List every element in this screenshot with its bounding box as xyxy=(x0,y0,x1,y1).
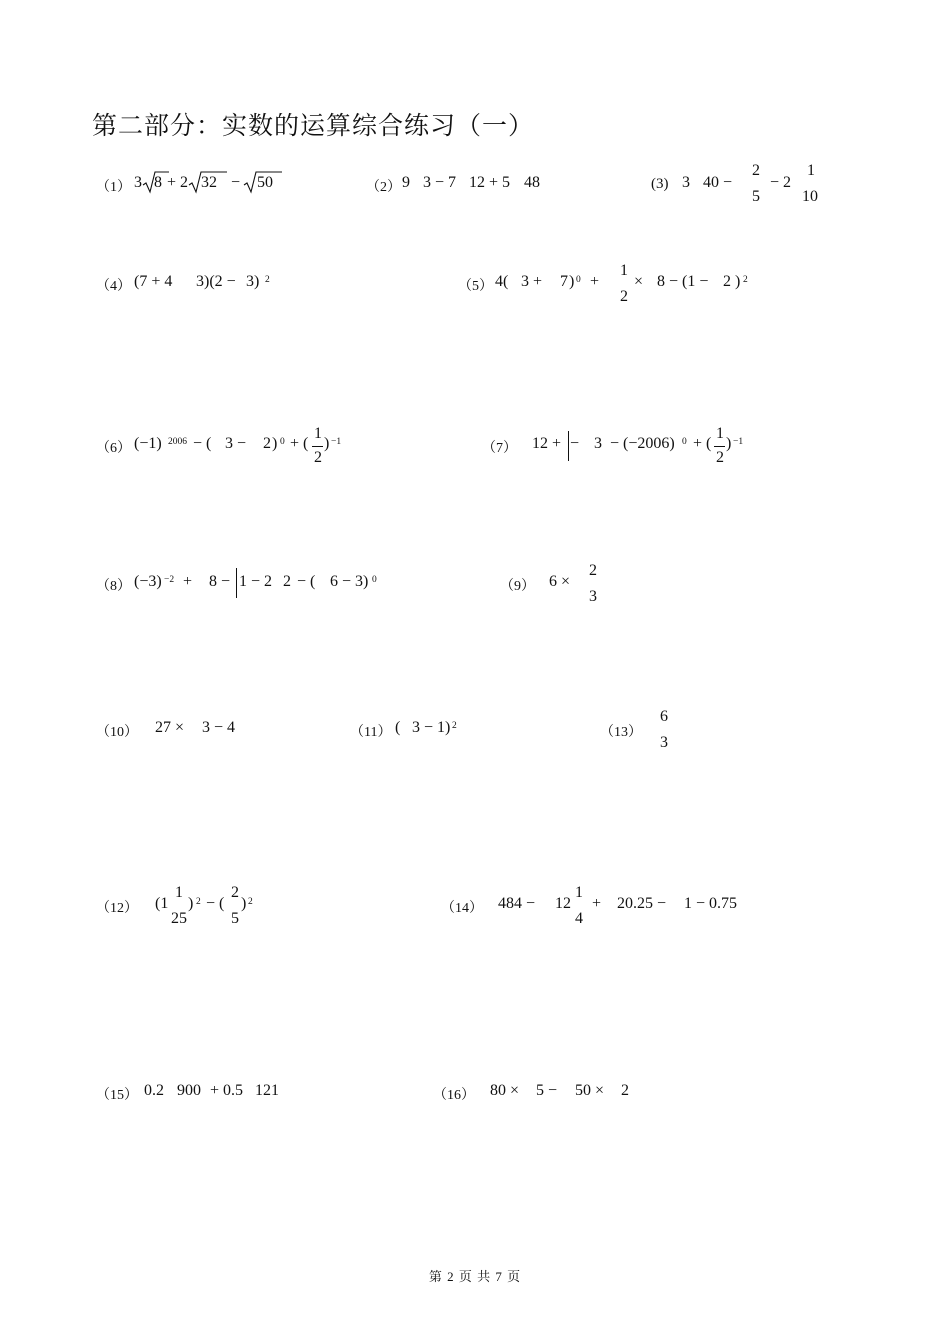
expression-term: 3 xyxy=(682,174,690,191)
operator: − xyxy=(231,174,241,191)
expression-term: 484 − xyxy=(498,895,536,912)
problem-16 xyxy=(433,1081,643,1109)
expression-term: 900 xyxy=(177,1082,201,1099)
exponent: 0 xyxy=(280,437,285,447)
problem-12 xyxy=(96,884,286,930)
expression-term: 12 + xyxy=(532,435,562,452)
problem-14 xyxy=(441,884,761,930)
problem-label: （5） xyxy=(458,279,493,294)
problem-11 xyxy=(350,718,480,746)
problem-label: （4） xyxy=(96,279,131,294)
problem-label: （16） xyxy=(433,1088,475,1103)
expression-term: 2 xyxy=(723,273,731,290)
expression-term: 20.25 − xyxy=(617,895,667,912)
problem-2 xyxy=(366,170,556,200)
fraction-denominator: 2 xyxy=(314,449,322,466)
fraction-numerator: 6 xyxy=(660,708,668,725)
exponent: 0 xyxy=(372,575,377,585)
expression-term: 1 − 0.75 xyxy=(684,895,738,912)
fraction-numerator: 1 xyxy=(716,425,724,442)
problem-label: （13） xyxy=(600,725,642,740)
expression-term: ) xyxy=(241,895,247,912)
expression-term: 8 − (1 − xyxy=(657,273,709,290)
expression-term: (−3) xyxy=(134,573,162,590)
absolute-value-bar xyxy=(236,568,237,598)
fraction-numerator: 1 xyxy=(175,884,183,901)
expression-term: 48 xyxy=(524,174,540,191)
problem-label: （14） xyxy=(441,901,483,916)
fraction-numerator: 2 xyxy=(752,162,760,179)
radicand: 50 xyxy=(257,174,273,191)
problem-label: （1） xyxy=(96,180,131,195)
expression-term: 12 + 5 xyxy=(469,174,511,191)
expression-term: 40 − xyxy=(703,174,733,191)
problem-label: （2） xyxy=(366,180,401,195)
expression-term: 3 − xyxy=(225,435,247,452)
expression-term: + ( xyxy=(693,435,712,452)
fraction-denominator: 25 xyxy=(171,910,187,927)
operator: + xyxy=(183,573,193,590)
exponent: 2006 xyxy=(168,437,187,447)
problem-1 xyxy=(96,170,286,200)
page-title: 第二部分：实数的运算综合练习（一） xyxy=(92,111,535,140)
problem-label: （10） xyxy=(96,725,138,740)
expression-term: 3 − 7 xyxy=(423,174,457,191)
expression-term: + ( xyxy=(290,435,309,452)
problem-label: （15） xyxy=(96,1088,138,1103)
exponent: 0 xyxy=(682,437,687,447)
fraction-bar xyxy=(714,446,725,447)
expression-term: 121 xyxy=(255,1082,279,1099)
fraction-denominator: 4 xyxy=(575,910,583,927)
expression-term: 2 xyxy=(283,573,291,590)
expression-term: (1 xyxy=(155,895,169,912)
expression-term: 3 xyxy=(594,435,602,452)
problem-label: （9） xyxy=(500,579,535,594)
problem-label: (3) xyxy=(651,176,669,192)
expression-term: 80 × xyxy=(490,1082,520,1099)
expression-term: 4( xyxy=(495,273,509,290)
problem-7 xyxy=(482,425,762,471)
expression-term: 12 xyxy=(555,895,571,912)
expression-term: 3 − 4 xyxy=(202,719,236,736)
expression-term: (7 + 4 xyxy=(134,273,173,290)
radicand: 8 xyxy=(154,174,162,191)
radicand: 32 xyxy=(201,174,217,191)
fraction-denominator: 3 xyxy=(589,588,597,605)
problem-label: （6） xyxy=(96,441,131,456)
operator: + xyxy=(590,273,600,290)
expression-term: + 2 xyxy=(167,174,189,191)
operator: × xyxy=(634,273,644,290)
exponent: 2 xyxy=(248,897,253,907)
problem-8 xyxy=(96,568,396,602)
problem-4 xyxy=(96,272,286,300)
expression-term: 3 + xyxy=(521,273,543,290)
expression-term: ( xyxy=(395,719,401,736)
expression-term: 5 − xyxy=(536,1082,558,1099)
expression-term: 3 − 1) xyxy=(412,719,451,736)
expression-term: 0.2 xyxy=(144,1082,164,1099)
exponent: 2 xyxy=(196,897,201,907)
fraction-denominator: 2 xyxy=(716,449,724,466)
expression-term: ) xyxy=(726,435,732,452)
fraction-denominator: 3 xyxy=(660,734,668,751)
expression-term: (−1) xyxy=(134,435,162,452)
problem-15 xyxy=(96,1081,296,1109)
expression-term: + 0.5 xyxy=(210,1082,244,1099)
exponent: −1 xyxy=(331,437,342,447)
fraction-denominator: 5 xyxy=(752,188,760,205)
expression-term: 6 × xyxy=(549,573,571,590)
exponent: 2 xyxy=(452,721,457,731)
fraction-numerator: 2 xyxy=(589,562,597,579)
fraction-numerator: 1 xyxy=(807,162,815,179)
absolute-value-bar xyxy=(568,431,569,461)
expression-term: − ( xyxy=(206,895,225,912)
expression-term: − ( xyxy=(297,573,316,590)
expression-term: 7 xyxy=(560,273,568,290)
expression-term: ) xyxy=(272,435,278,452)
fraction-denominator: 2 xyxy=(620,288,628,305)
expression-term: 2 xyxy=(621,1082,629,1099)
fraction-numerator: 1 xyxy=(620,262,628,279)
fraction-denominator: 10 xyxy=(802,188,818,205)
problem-6 xyxy=(96,425,366,471)
problem-label: （11） xyxy=(350,725,392,740)
expression-term: 2 xyxy=(263,435,271,452)
expression-term: − (−2006) xyxy=(610,435,675,452)
operator: + xyxy=(592,895,602,912)
expression-term: 27 × xyxy=(155,719,185,736)
expression-term: ) xyxy=(188,895,194,912)
exponent: −1 xyxy=(733,437,744,447)
fraction-numerator: 1 xyxy=(575,884,583,901)
problem-label: （7） xyxy=(482,441,517,456)
expression-term: 50 × xyxy=(575,1082,605,1099)
problem-5 xyxy=(458,262,758,308)
problem-13 xyxy=(600,708,690,754)
expression-term: ) xyxy=(324,435,330,452)
expression-term: − 2 xyxy=(770,174,792,191)
problem-label: （8） xyxy=(96,579,131,594)
problem-label: （12） xyxy=(96,901,138,916)
page-footer: 第 2 页 共 7 页 xyxy=(428,1269,522,1284)
expression-term: 6 − 3) xyxy=(330,573,369,590)
fraction-numerator: 2 xyxy=(231,884,239,901)
exponent: 2 xyxy=(743,275,748,285)
exponent: 0 xyxy=(576,275,581,285)
problem-3 xyxy=(651,162,831,210)
problem-9 xyxy=(500,562,620,608)
expression-term: ) xyxy=(735,273,741,290)
expression-term: 3)(2 − xyxy=(196,273,236,290)
expression-term: 1 − 2 xyxy=(239,573,273,590)
expression-term: − ( xyxy=(193,435,212,452)
expression-term: 3) xyxy=(246,273,260,290)
fraction-numerator: 1 xyxy=(314,425,322,442)
fraction-bar xyxy=(312,446,323,447)
problem-10 xyxy=(96,718,256,746)
exponent: 2 xyxy=(265,275,270,285)
exponent: −2 xyxy=(164,575,175,585)
fraction-denominator: 5 xyxy=(231,910,239,927)
operator: − xyxy=(570,435,580,452)
expression-term: ) xyxy=(569,273,575,290)
expression-term: 9 xyxy=(402,174,410,191)
coefficient: 3 xyxy=(134,174,142,191)
expression-term: 8 − xyxy=(209,573,231,590)
